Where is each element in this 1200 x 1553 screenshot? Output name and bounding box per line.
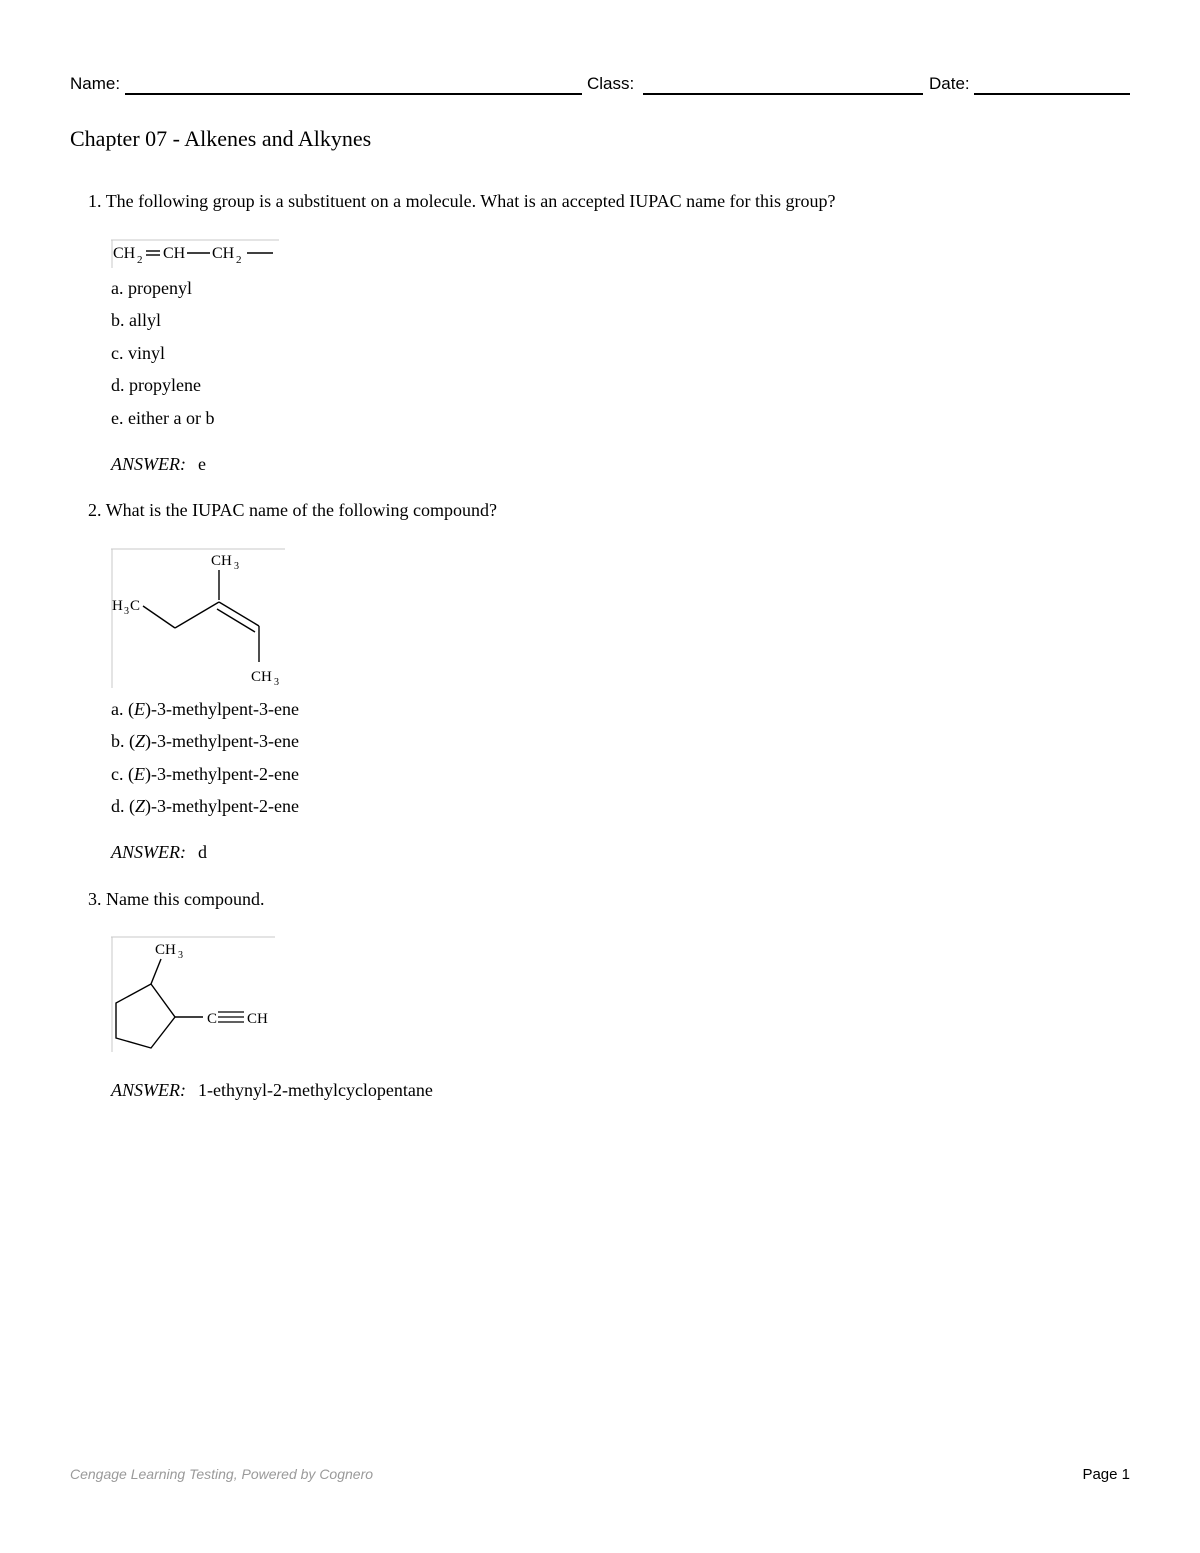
q2-option-a[interactable]: a. (E)-3-methylpent-3-ene xyxy=(111,699,299,719)
footer-credit: Cengage Learning Testing, Powered by Cognero xyxy=(70,1466,374,1482)
answer-label: ANSWER: xyxy=(111,842,186,862)
allyl-group-structure xyxy=(111,238,283,270)
answer-value: e xyxy=(197,454,206,474)
q2-answer xyxy=(111,842,207,863)
svg-text:2: 2 xyxy=(236,254,242,266)
svg-text:2: 2 xyxy=(137,254,143,266)
question-text: Name this compound. xyxy=(106,889,265,909)
date-label: Date: xyxy=(929,74,970,93)
question-text: What is the IUPAC name of the following compound? xyxy=(105,500,497,520)
question-2 xyxy=(88,500,497,521)
page-title: Chapter 07 - Alkenes and Alkynes xyxy=(70,126,372,151)
q2-option-d[interactable]: d. (Z)-3-methylpent-2-ene xyxy=(111,796,299,816)
q3-answer xyxy=(111,1080,433,1101)
svg-text:CH: CH xyxy=(113,245,136,262)
question-3 xyxy=(88,889,264,910)
answer-label: ANSWER: xyxy=(111,454,186,474)
question-1 xyxy=(88,191,836,212)
svg-text:3: 3 xyxy=(234,561,239,572)
class-field-line[interactable] xyxy=(643,93,923,95)
svg-text:CH: CH xyxy=(163,245,186,262)
methylpentene-structure xyxy=(111,548,289,690)
q1-option-e[interactable]: e. either a or b xyxy=(111,408,215,428)
svg-text:3: 3 xyxy=(124,606,129,617)
svg-text:3: 3 xyxy=(274,677,279,688)
question-number: 1. xyxy=(88,191,102,211)
ethynyl-methylcyclopentane-structure xyxy=(111,936,279,1054)
svg-text:C: C xyxy=(130,598,141,614)
answer-value: d xyxy=(197,842,207,862)
svg-text:CH: CH xyxy=(155,942,176,958)
q2-option-c[interactable]: c. (E)-3-methylpent-2-ene xyxy=(111,764,299,784)
question-text: The following group is a substituent on a molecule. What is an accepted IUPAC name for this group? xyxy=(105,191,836,211)
question-number: 3. xyxy=(88,889,102,909)
question-number: 2. xyxy=(88,500,102,520)
q1-option-a[interactable]: a. propenyl xyxy=(111,278,192,298)
svg-text:CH: CH xyxy=(251,669,272,685)
class-label: Class: xyxy=(587,74,635,93)
svg-text:H: H xyxy=(112,598,123,614)
svg-text:CH: CH xyxy=(247,1011,268,1027)
answer-value: 1-ethynyl-2-methylcyclopentane xyxy=(197,1080,433,1100)
q2-option-b[interactable]: b. (Z)-3-methylpent-3-ene xyxy=(111,731,299,751)
name-field-line[interactable] xyxy=(125,93,582,95)
answer-label: ANSWER: xyxy=(111,1080,186,1100)
svg-text:CH: CH xyxy=(211,553,232,569)
q1-option-b[interactable]: b. allyl xyxy=(111,310,161,330)
date-field-line[interactable] xyxy=(974,93,1130,95)
svg-text:CH: CH xyxy=(212,245,235,262)
q1-option-d[interactable]: d. propylene xyxy=(111,375,201,395)
svg-text:3: 3 xyxy=(178,950,183,961)
header-fields xyxy=(70,74,1130,98)
page-number: Page 1 xyxy=(1082,1466,1130,1483)
q1-option-c[interactable]: c. vinyl xyxy=(111,343,166,363)
name-label: Name: xyxy=(70,74,121,93)
svg-text:C: C xyxy=(207,1011,218,1027)
q1-answer xyxy=(111,454,206,475)
